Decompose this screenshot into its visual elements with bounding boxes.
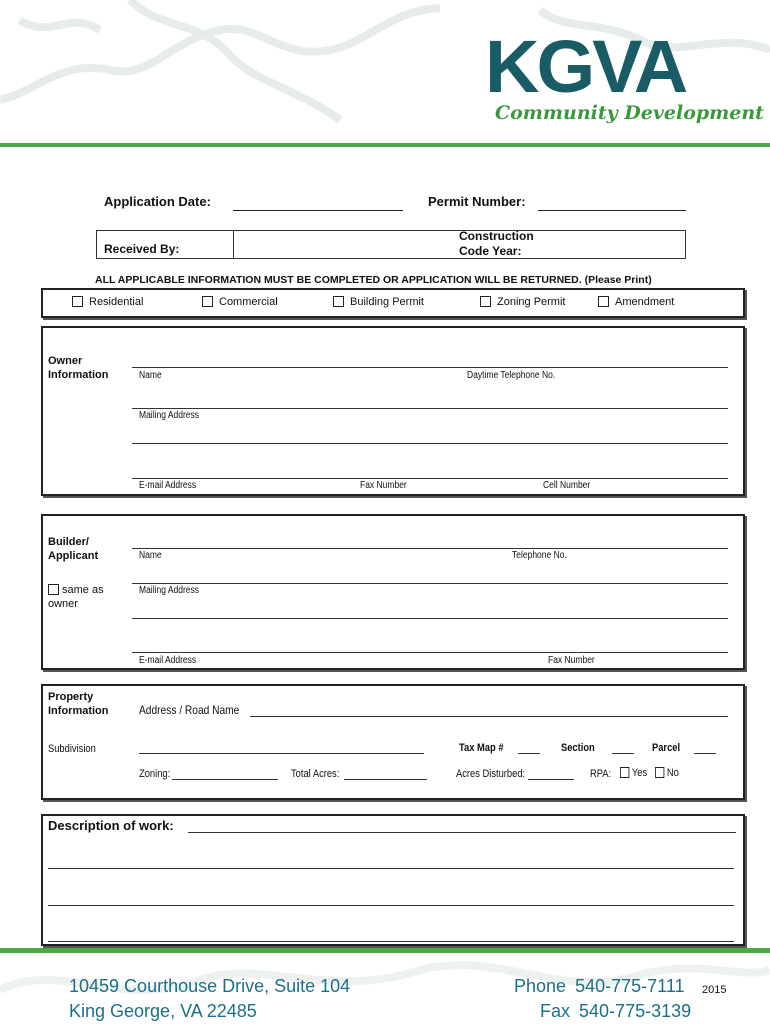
subdivision-line[interactable] bbox=[139, 753, 424, 754]
footer-phone-label: Phone bbox=[514, 976, 567, 996]
owner-name-line[interactable] bbox=[132, 367, 728, 368]
checkbox-icon[interactable] bbox=[480, 296, 491, 307]
parcel-label: Parcel bbox=[652, 742, 681, 754]
total-acres-label: Total Acres: bbox=[291, 768, 340, 780]
notice-text: ALL APPLICABLE INFORMATION MUST BE COMPLETED OR APPLICATION WILL BE RETURNED. (Please Print) bbox=[95, 274, 652, 286]
description-section bbox=[41, 814, 745, 946]
acres-disturbed-line[interactable] bbox=[528, 779, 574, 780]
builder-title-1: Builder/ bbox=[48, 536, 89, 548]
builder-mailing-line[interactable] bbox=[132, 583, 728, 584]
checkbox-icon[interactable] bbox=[333, 296, 344, 307]
logo bbox=[485, 25, 764, 130]
owner-email-line[interactable] bbox=[132, 478, 728, 479]
logo-tagline: Community Development bbox=[495, 102, 764, 124]
permit-type-amendment[interactable]: Amendment bbox=[598, 296, 674, 308]
acres-disturbed-label: Acres Disturbed: bbox=[456, 768, 526, 780]
footer-fax-number: 540-775-3139 bbox=[579, 1001, 692, 1021]
property-address-line[interactable] bbox=[250, 716, 728, 717]
owner-title-2: Information bbox=[48, 369, 109, 381]
section-line[interactable] bbox=[612, 753, 634, 754]
section-label: Section bbox=[561, 742, 595, 754]
tax-map-label: Tax Map # bbox=[459, 742, 504, 754]
property-address-label: Address / Road Name bbox=[139, 703, 240, 717]
owner-phone-label: Daytime Telephone No. bbox=[467, 370, 556, 381]
footer-address-line-1: 10459 Courthouse Drive, Suite 104 bbox=[69, 976, 351, 996]
tax-map-line[interactable] bbox=[518, 753, 540, 754]
footer-address-line-2: King George, VA 22485 bbox=[69, 1001, 257, 1021]
footer-rule bbox=[0, 948, 770, 953]
footer-fax-label: Fax bbox=[540, 1001, 571, 1021]
owner-mailing-line-2[interactable] bbox=[132, 443, 728, 444]
subdivision-label: Subdivision bbox=[48, 743, 96, 755]
owner-fax-label: Fax Number bbox=[360, 480, 407, 491]
description-line-4[interactable] bbox=[48, 941, 734, 942]
builder-phone-label: Telephone No. bbox=[512, 550, 567, 561]
permit-number-label: Permit Number: bbox=[428, 194, 526, 209]
rpa-yes-option[interactable]: Yes bbox=[620, 767, 647, 779]
received-by-field[interactable] bbox=[234, 231, 454, 258]
zoning-line[interactable] bbox=[172, 779, 278, 780]
description-label: Description of work: bbox=[48, 818, 174, 833]
builder-mailing-line-2[interactable] bbox=[132, 618, 728, 619]
total-acres-line[interactable] bbox=[344, 779, 427, 780]
builder-mailing-label: Mailing Address bbox=[139, 585, 200, 596]
builder-name-line[interactable] bbox=[132, 548, 728, 549]
checkbox-icon[interactable] bbox=[620, 767, 629, 778]
received-by-label: Received By: bbox=[104, 242, 180, 256]
permit-type-building[interactable]: Building Permit bbox=[333, 296, 424, 308]
rpa-label: RPA: bbox=[590, 768, 612, 780]
property-title-2: Information bbox=[48, 705, 109, 717]
same-as-owner-label-2: owner bbox=[48, 598, 78, 610]
checkbox-icon[interactable] bbox=[202, 296, 213, 307]
application-date-field[interactable] bbox=[233, 210, 403, 211]
builder-name-label: Name bbox=[139, 550, 162, 561]
builder-email-line[interactable] bbox=[132, 652, 728, 653]
logo-text: KGVA bbox=[485, 25, 686, 108]
construction-label-2: Code Year: bbox=[459, 244, 522, 258]
builder-fax-label: Fax Number bbox=[548, 655, 595, 666]
checkbox-icon[interactable] bbox=[598, 296, 609, 307]
footer-phone bbox=[514, 976, 685, 997]
description-line-3[interactable] bbox=[48, 905, 734, 906]
application-date-label: Application Date: bbox=[104, 194, 211, 209]
rpa-no-option[interactable]: No bbox=[655, 767, 679, 779]
same-as-owner-checkbox[interactable]: same as bbox=[48, 584, 104, 596]
checkbox-icon[interactable] bbox=[655, 767, 664, 778]
owner-cell-label: Cell Number bbox=[543, 480, 591, 491]
owner-title-1: Owner bbox=[48, 355, 83, 367]
owner-mailing-label: Mailing Address bbox=[139, 410, 200, 421]
builder-email-label: E-mail Address bbox=[139, 655, 197, 666]
builder-title-2: Applicant bbox=[48, 550, 99, 562]
description-line-2[interactable] bbox=[48, 868, 734, 869]
description-line-1[interactable] bbox=[188, 832, 736, 833]
checkbox-icon[interactable] bbox=[72, 296, 83, 307]
permit-number-field[interactable] bbox=[538, 210, 686, 211]
owner-email-label: E-mail Address bbox=[139, 480, 197, 491]
permit-type-zoning[interactable]: Zoning Permit bbox=[480, 296, 565, 308]
owner-name-label: Name bbox=[139, 370, 162, 381]
footer-fax bbox=[540, 1001, 691, 1022]
permit-type-residential[interactable]: Residential bbox=[72, 296, 143, 308]
property-title-1: Property bbox=[48, 691, 94, 703]
header-rule bbox=[0, 143, 770, 147]
permit-type-commercial[interactable]: Commercial bbox=[202, 296, 278, 308]
construction-label-1: Construction bbox=[459, 229, 534, 243]
parcel-line[interactable] bbox=[694, 753, 716, 754]
owner-mailing-line[interactable] bbox=[132, 408, 728, 409]
property-section bbox=[41, 684, 745, 800]
footer-year: 2015 bbox=[702, 984, 727, 996]
checkbox-icon[interactable] bbox=[48, 584, 59, 595]
footer-phone-number: 540-775-7111 bbox=[575, 976, 685, 996]
zoning-label: Zoning: bbox=[139, 768, 171, 780]
